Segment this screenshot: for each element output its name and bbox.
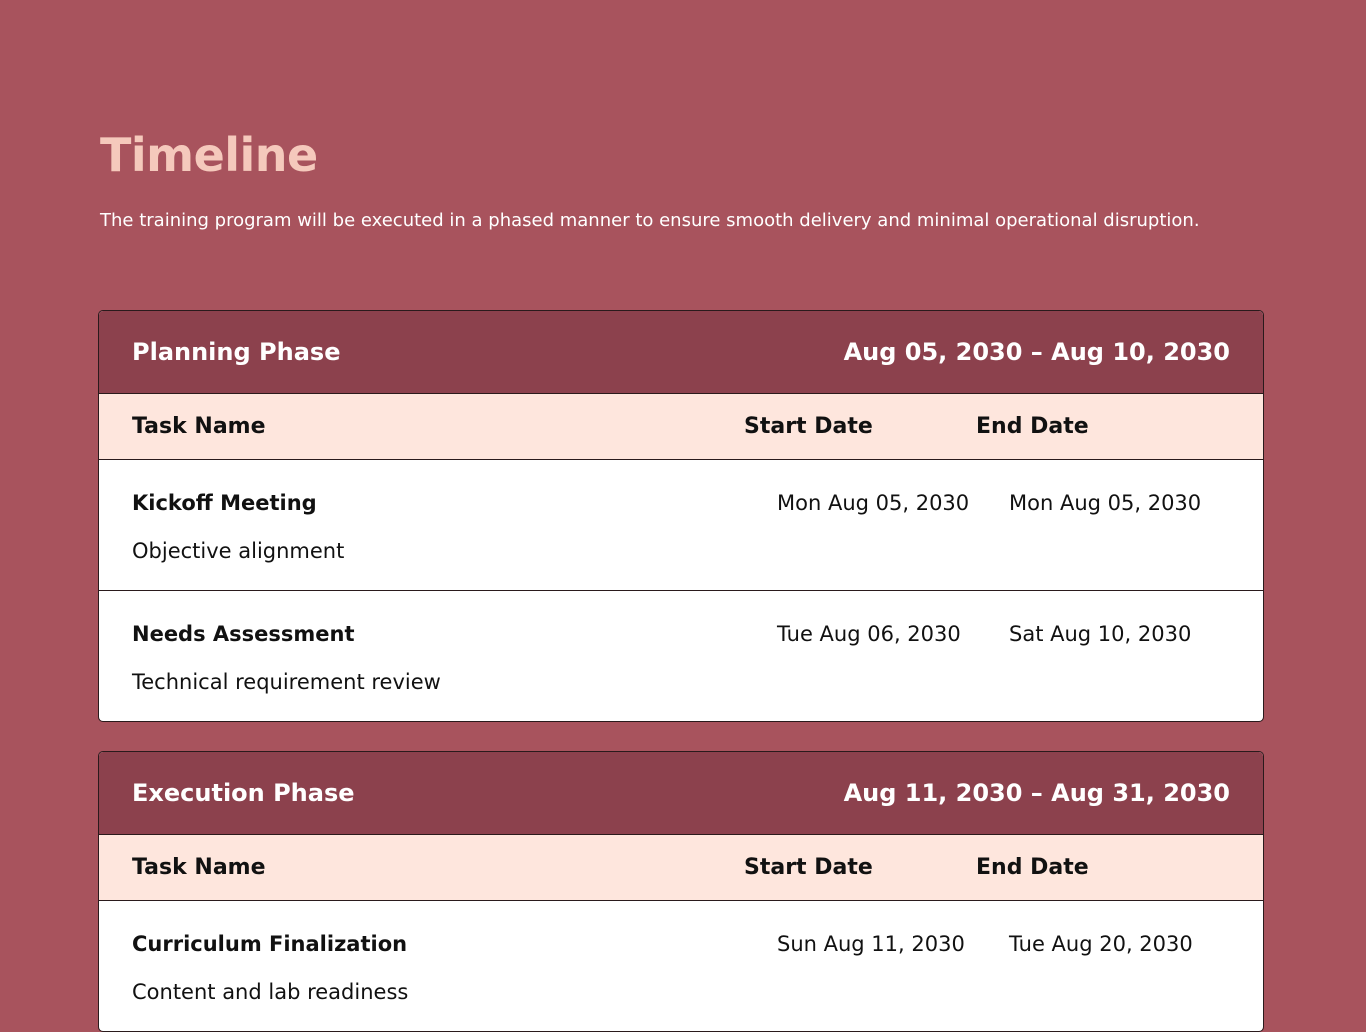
task-description: Content and lab readiness xyxy=(132,980,409,1004)
phase-name: Planning Phase xyxy=(132,338,341,366)
task-name: Needs Assessment xyxy=(132,622,355,646)
phase-name: Execution Phase xyxy=(132,779,355,807)
task-description: Technical requirement review xyxy=(132,670,441,694)
column-header-end: End Date xyxy=(976,414,1089,439)
task-end-date: Tue Aug 20, 2030 xyxy=(1009,932,1193,956)
phase-card-execution xyxy=(98,751,1264,1032)
task-description: Objective alignment xyxy=(132,539,345,563)
phase-date-range: Aug 05, 2030 – Aug 10, 2030 xyxy=(843,338,1230,366)
task-start-date: Tue Aug 06, 2030 xyxy=(777,622,961,646)
column-header-end: End Date xyxy=(976,855,1089,880)
column-header-start: Start Date xyxy=(744,414,873,439)
task-end-date: Mon Aug 05, 2030 xyxy=(1009,491,1202,515)
page-title: Timeline xyxy=(100,128,318,182)
table-row xyxy=(99,901,1263,1031)
phase-header xyxy=(99,752,1263,835)
phase-date-range: Aug 11, 2030 – Aug 31, 2030 xyxy=(843,779,1230,807)
task-name: Curriculum Finalization xyxy=(132,932,408,956)
task-end-date: Sat Aug 10, 2030 xyxy=(1009,622,1192,646)
task-start-date: Mon Aug 05, 2030 xyxy=(777,491,970,515)
column-header-task: Task Name xyxy=(132,414,266,439)
column-header-row xyxy=(99,394,1263,460)
column-header-task: Task Name xyxy=(132,855,266,880)
task-start-date: Sun Aug 11, 2030 xyxy=(777,932,965,956)
table-row xyxy=(99,591,1263,721)
phase-card-planning xyxy=(98,310,1264,722)
column-header-start: Start Date xyxy=(744,855,873,880)
task-name: Kickoff Meeting xyxy=(132,491,317,515)
phase-header xyxy=(99,311,1263,394)
page-intro: The training program will be executed in a phased manner to ensure smooth delivery and minimal operational disruption. xyxy=(100,210,1200,231)
column-header-row xyxy=(99,835,1263,901)
table-row xyxy=(99,460,1263,591)
